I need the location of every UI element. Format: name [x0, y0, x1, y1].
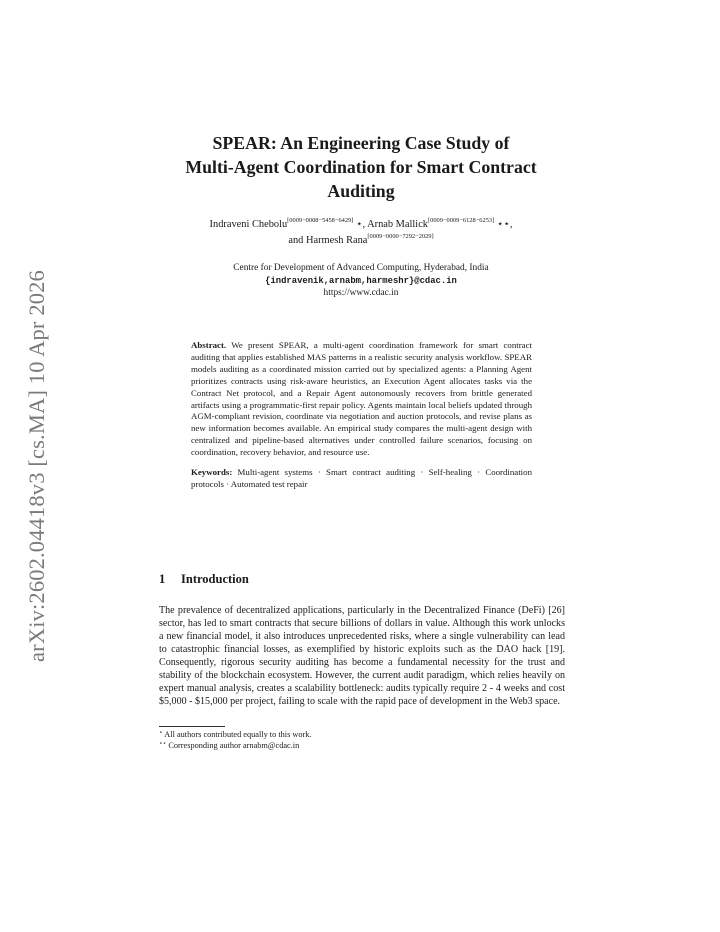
author-1-orcid: [0009−0008−5458−6429]: [287, 217, 354, 224]
introduction-paragraph: The prevalence of decentralized applications, particularly in the Decentralized Finance (DeFi) [26] sector, has led to smart contracts that secure billions of dollars in value. Although this work unlocks a new financial model, it also introduces unprecedented risks, where a single vulnerability can lead to catastrophic financial losses, as exemplified by historic exploits such as the DAO hack [19]. Consequently, rigorous security auditing has become a fundamental necessity for the trust and stability of the blockchain ecosystem. However, the current audit paradigm, which relies heavily on expert manual analysis, creates a scalability bottleneck: audits typically require 2 - 4 weeks and cost $5,000 - $15,000 per project, failing to scale with the rapid pace of development in the Web3 space.: [159, 605, 565, 708]
title-line-2: Multi-Agent Coordination for Smart Contract: [185, 157, 537, 177]
section-number: 1: [159, 572, 166, 586]
author-line-1: [140, 217, 582, 233]
author-3-orcid: [0009−0000−7292−2029]: [367, 233, 434, 240]
footnote-1-mark: ⋆: [159, 730, 163, 736]
arxiv-identifier-text: arXiv:2602.04418v3 [cs.MA] 10 Apr 2026: [24, 270, 49, 662]
author-2-orcid: [0009−0009−6128−6253]: [428, 217, 495, 224]
affiliation-emails: {indravenik,arnabm,harmeshr}@cdac.in: [265, 275, 457, 286]
keywords: [191, 467, 532, 491]
author-2-mark: ⋆⋆: [496, 219, 510, 230]
author-2-tail: ,: [509, 219, 513, 230]
author-1-mark: ⋆: [355, 219, 363, 230]
author-2-name: , Arnab Mallick: [362, 219, 429, 230]
abstract: [191, 340, 532, 491]
arxiv-identifier: [22, 256, 52, 676]
affiliation-url: https://www.cdac.in: [323, 288, 399, 298]
paper-title: [150, 131, 572, 203]
section-title: Introduction: [181, 572, 249, 586]
author-1-name: Indraveni Chebolu: [209, 219, 288, 230]
author-3-name: and Harmesh Rana: [288, 235, 368, 246]
abstract-label: Abstract.: [191, 340, 227, 350]
affiliation-institution: Centre for Development of Advanced Computing, Hyderabad, India: [233, 263, 489, 273]
author-list: [140, 217, 582, 249]
footnotes: [159, 729, 312, 751]
introduction-body: [159, 604, 565, 708]
title-line-1: SPEAR: An Engineering Case Study of: [212, 133, 510, 153]
title-line-3: Auditing: [327, 181, 395, 201]
footnote-2-text: Corresponding author arnabm@cdac.in: [168, 741, 300, 750]
section-heading-introduction: [159, 572, 249, 587]
footnote-1: [159, 729, 312, 740]
affiliation: [150, 262, 572, 300]
keywords-text: Multi-agent systems · Smart contract auditing · Self-healing · Coordination protocols · Automated test repair: [191, 467, 532, 489]
footnote-2-mark: ⋆⋆: [159, 741, 167, 747]
footnote-1-text: All authors contributed equally to this work.: [164, 730, 312, 739]
footnote-rule: [159, 726, 225, 727]
abstract-text: We present SPEAR, a multi-agent coordination framework for smart contract auditing that applies established MAS patterns in a realistic security analysis workflow. SPEAR models auditing as a coordinated mission carried out by specialized agents: a Planning Agent prioritizes contracts using risk-aware heuristics, an Execution Agent allocates tasks via the Contract Net protocol, and a Repair Agent autonomously recovers from brittle generated artifacts using a programmatic-first repair policy. Agents maintain local beliefs updated through AGM-compliant revision, coordinate via negotiation and auction protocols, and revise plans as new information becomes available. An empirical study compares the multi-agent design with centralized and pipeline-based alternatives under controlled failure scenarios, focusing on coordination, recovery behavior, and resource use.: [191, 340, 532, 458]
author-line-2: [140, 233, 582, 249]
keywords-label: Keywords:: [191, 467, 233, 478]
footnote-2: [159, 740, 312, 751]
abstract-paragraph: [191, 340, 532, 459]
